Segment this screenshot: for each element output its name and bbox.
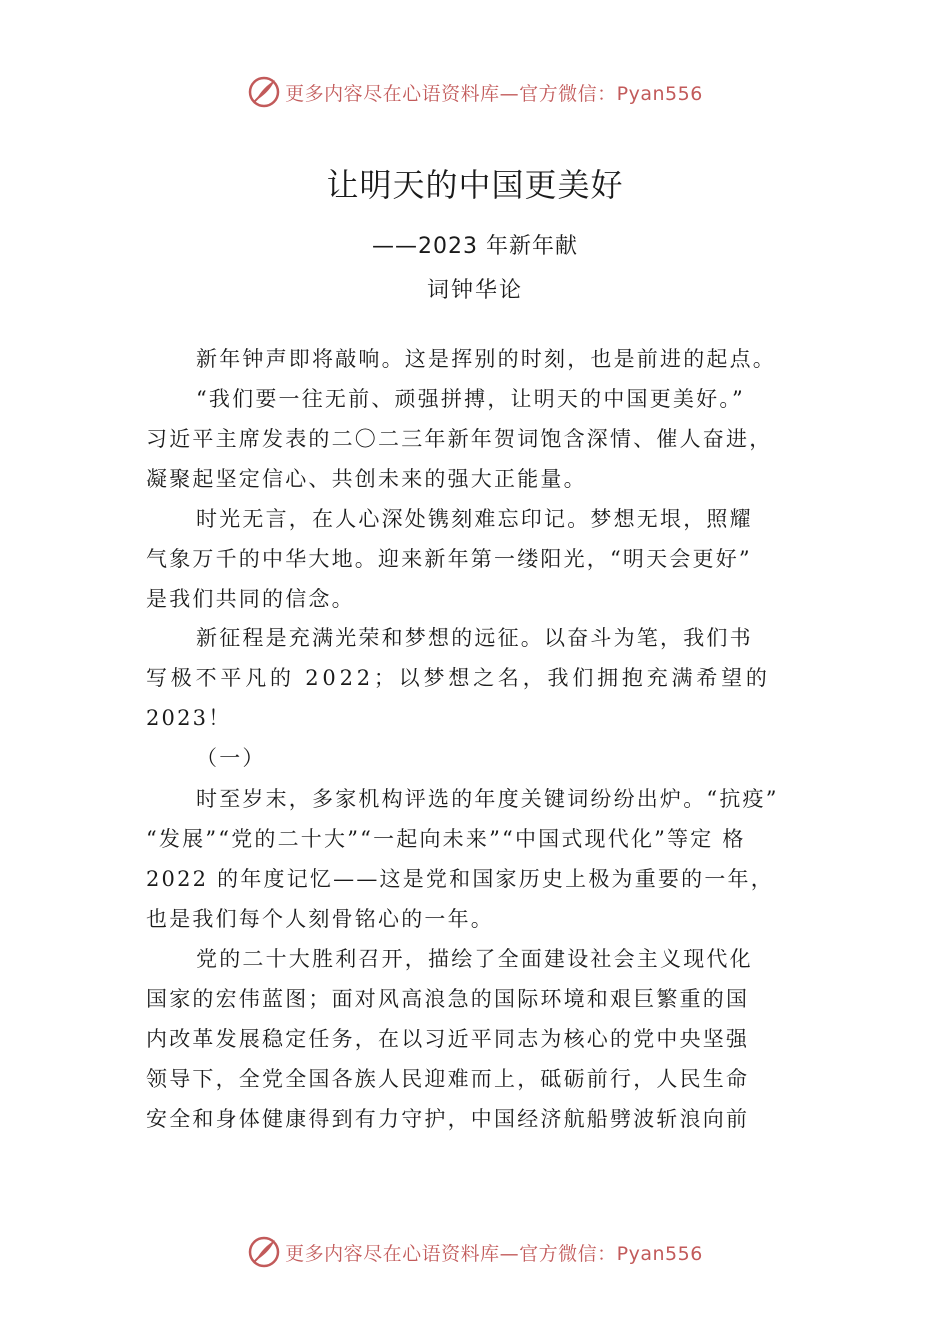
watermark-banner-bottom <box>0 1232 950 1272</box>
body-line: 国家的宏伟蓝图；面对风高浪急的国际环境和艰巨繁重的国 <box>146 987 750 1011</box>
document-title: 让明天的中国更美好 <box>326 166 624 204</box>
body-line: 领导下，全党全国各族人民迎难而上，砥砺前行，人民生命 <box>146 1067 750 1091</box>
body-line: 新征程是充满光荣和梦想的远征。以奋斗为笔，我们书 <box>196 626 753 650</box>
body-line: 写极不平凡的 2022；以梦想之名，我们拥抱充满希望的 <box>146 666 771 690</box>
document-author: 词钟华论 <box>426 278 523 303</box>
body-line: 新年钟声即将敲响。这是挥别的时刻，也是前进的起点。 <box>196 347 776 371</box>
body-line: 2022 的年度记忆——这是党和国家历史上极为重要的一年， <box>146 867 774 891</box>
document-subtitle: ——2023 年新年献 <box>372 234 578 259</box>
quill-logo-icon <box>247 1235 281 1269</box>
body-line: “我们要一往无前、顽强拼搏，让明天的中国更美好。” <box>196 387 745 411</box>
body-line: 凝聚起坚定信心、共创未来的强大正能量。 <box>146 467 587 491</box>
body-line: 是我们共同的信念。 <box>146 587 355 611</box>
quill-logo-icon <box>247 75 281 109</box>
body-line: 党的二十大胜利召开，描绘了全面建设社会主义现代化 <box>196 947 753 971</box>
watermark-text: 更多内容尽在心语资料库—官方微信：Pyan556 <box>285 82 703 105</box>
body-line: 习近平主席发表的二〇二三年新年贺词饱含深情、催人奋进， <box>146 427 773 451</box>
body-line: 2023！ <box>146 706 232 730</box>
body-line: 安全和身体健康得到有力守护，中国经济航船劈波斩浪向前 <box>146 1107 750 1131</box>
body-line: “发展”“党的二十大”“一起向未来”“中国式现代化”等定 格 <box>146 827 746 851</box>
watermark-text: 更多内容尽在心语资料库—官方微信：Pyan556 <box>285 1242 703 1265</box>
section-heading: （一） <box>196 746 266 770</box>
body-line: 气象万千的中华大地。迎来新年第一缕阳光，“明天会更好” <box>146 547 752 571</box>
body-line: 内改革发展稳定任务，在以习近平同志为核心的党中央坚强 <box>146 1027 750 1051</box>
body-line: 也是我们每个人刻骨铭心的一年。 <box>146 907 494 931</box>
watermark-banner-top <box>0 72 950 112</box>
body-line: 时至岁末，多家机构评选的年度关键词纷纷出炉。“抗疫” <box>196 787 779 811</box>
body-line: 时光无言，在人心深处镌刻难忘印记。梦想无垠，照耀 <box>196 507 753 531</box>
